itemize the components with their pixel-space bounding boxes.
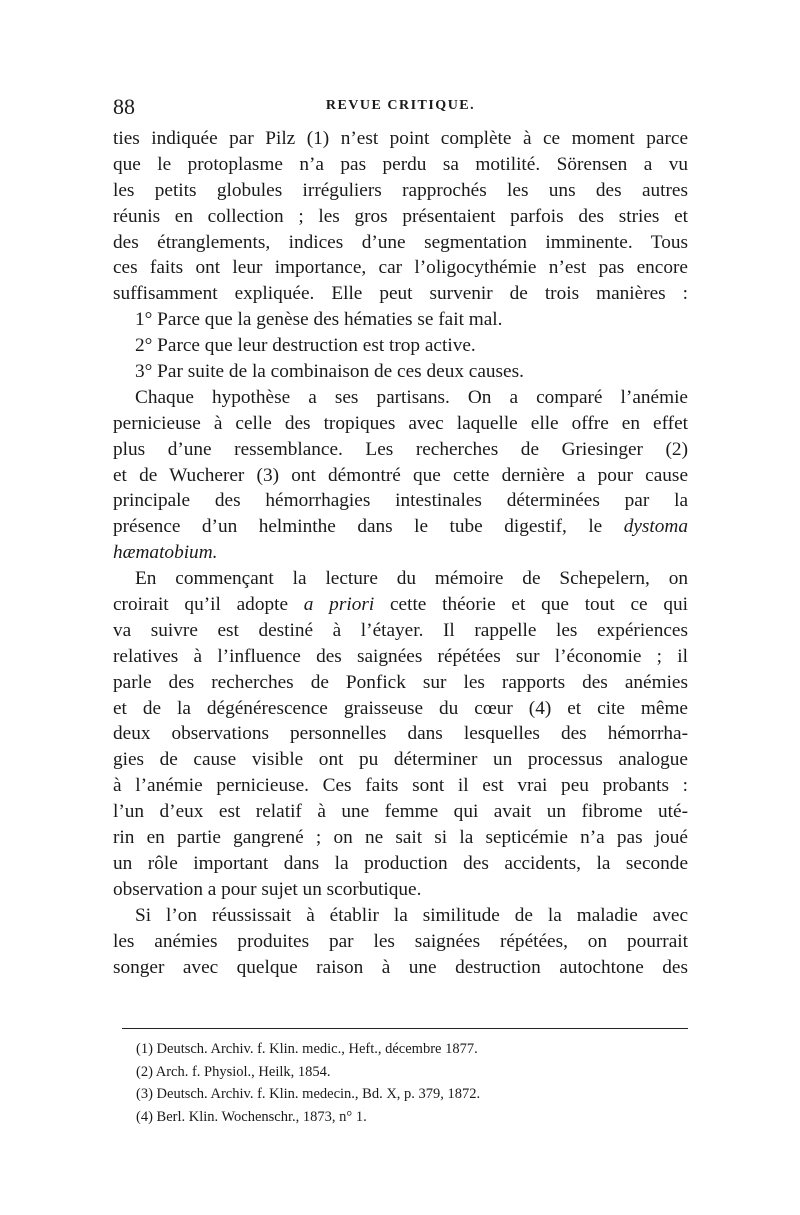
list-item: 2° Parce que leur destruction est trop active. — [135, 335, 476, 357]
text-line — [113, 592, 688, 618]
footnote: (4) Berl. Klin. Wochenschr., 1873, n° 1. — [136, 1108, 367, 1125]
text-line: va suivre est destiné à l’étayer. Il rappelle les expériences — [113, 619, 688, 641]
text-line: et de Wucherer (3) ont démontré que cette dernière a pour cause — [113, 464, 688, 486]
text-line: l’un d’eux est relatif à une femme qui avait un fibrome uté- — [113, 801, 688, 823]
text-line: suffisamment expliquée. Elle peut survenir de trois manières : — [113, 283, 688, 305]
text-line: gies de cause visible ont pu déterminer un processus analogue — [113, 749, 688, 771]
text-line: réunis en collection ; les gros présentaient parfois des stries et — [113, 205, 688, 227]
paragraph-start: Si l’on réussissait à établir la similitude de la maladie avec — [135, 904, 688, 926]
text-line: pernicieuse à celle des tropiques avec laquelle elle offre en effet — [113, 412, 688, 434]
footnotes — [136, 1038, 696, 1128]
text-line: des étranglements, indices d’une segmentation imminente. Tous — [113, 231, 688, 253]
page-number: 88 — [113, 94, 135, 119]
text-line: observation a pour sujet un scorbutique. — [113, 878, 422, 900]
text-line: ties indiquée par Pilz (1) n’est point complète à ce moment parce — [113, 128, 688, 149]
text-line: songer avec quelque raison à une destruction autochtone des — [113, 956, 688, 978]
text-line: à l’anémie pernicieuse. Ces faits sont il est vrai peu probants : — [113, 775, 688, 797]
italic-term: dystoma — [623, 516, 688, 538]
paragraph-start: Chaque hypothèse a ses partisans. On a comparé l’anémie — [135, 386, 688, 408]
text-line: ces faits ont leur importance, car l’oligocythémie n’est pas encore — [113, 257, 688, 279]
text-segment: cette théorie et que tout ce qui — [389, 594, 688, 616]
text-line: rin en partie gangrené ; on ne sait si la septicémie n’a pas joué — [113, 827, 688, 849]
paragraph-start: En commençant la lecture du mémoire de Schepelern, on — [135, 568, 688, 590]
text-line: parle des recherches de Ponfick sur les rapports des anémies — [113, 671, 688, 693]
list-item: 3° Par suite de la combinaison de ces deux causes. — [135, 361, 524, 383]
footnote: (1) Deutsch. Archiv. f. Klin. medic., Heft., décembre 1877. — [136, 1041, 478, 1057]
text-line — [113, 540, 688, 566]
text-line: relatives à l’influence des saignées répétées sur l’économie ; il — [113, 645, 688, 667]
italic-term: hæmatobium. — [113, 542, 218, 564]
text-line: les anémies produites par les saignées répétées, on pourrait — [113, 930, 688, 952]
text-line: les petits globules irréguliers rapprochés les uns des autres — [113, 179, 688, 201]
text-line — [113, 514, 688, 540]
footnote: (3) Deutsch. Archiv. f. Klin. medecin., Bd. X, p. 379, 1872. — [136, 1086, 481, 1103]
footnote: (2) Arch. f. Physiol., Heilk, 1854. — [136, 1063, 331, 1080]
text-line: principale des hémorrhagies intestinales déterminées par la — [113, 490, 688, 512]
text-line: et de la dégénérescence graisseuse du cœur (4) et cite même — [113, 697, 688, 719]
text-line: plus d’une ressemblance. Les recherches de Griesinger (2) — [113, 438, 688, 460]
text-segment: croirait qu’il adopte — [113, 594, 289, 616]
text-segment: présence d’un helminthe dans le tube digestif, le — [113, 516, 603, 538]
list-item: 1° Parce que la genèse des hématies se fait mal. — [135, 309, 503, 331]
footnote-divider — [122, 1028, 688, 1029]
text-line: deux observations personnelles dans lesquelles des hémorrha- — [113, 723, 688, 745]
page-header — [113, 94, 688, 124]
running-title: REVUE CRITIQUE. — [325, 98, 476, 113]
text-line: que le protoplasme n’a pas perdu sa motilité. Sörensen a vu — [113, 153, 688, 175]
body-text — [113, 126, 688, 980]
text-line: un rôle important dans la production des accidents, la seconde — [113, 852, 688, 874]
italic-term: a priori — [303, 594, 375, 616]
